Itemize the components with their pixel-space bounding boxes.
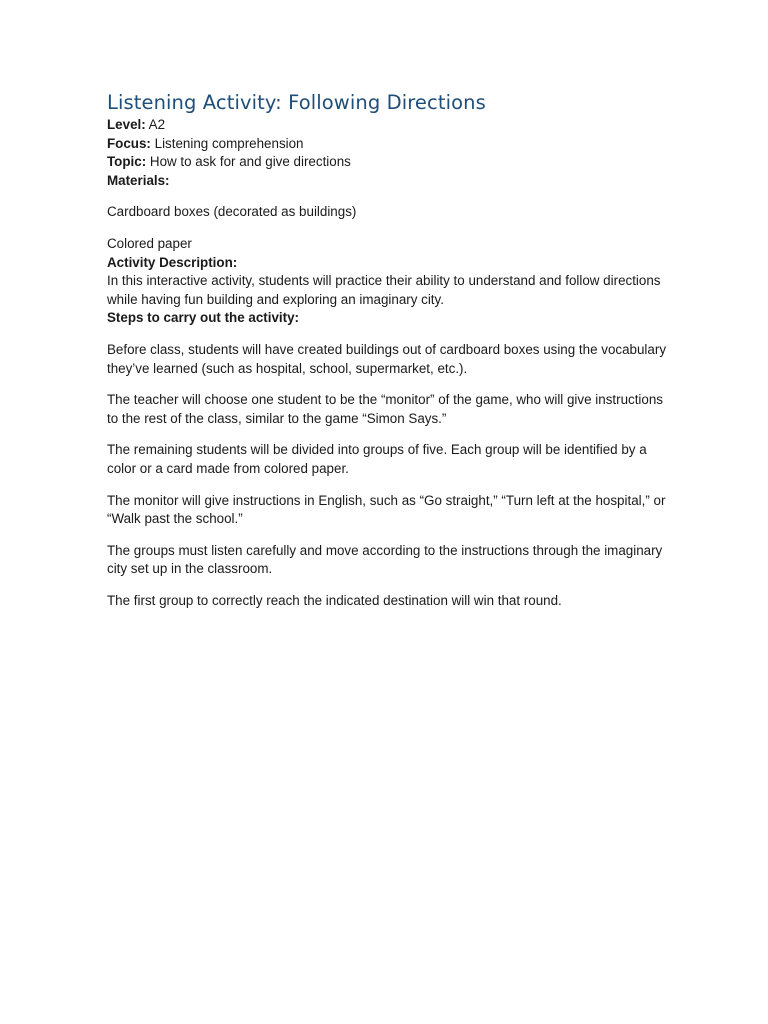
materials-line — [107, 172, 667, 191]
document-page — [107, 90, 667, 610]
description-heading: Activity Description: — [107, 254, 238, 270]
document-title: Listening Activity: Following Directions — [107, 91, 486, 114]
step-paragraph: The groups must listen carefully and move according to the instructions through the imaginary city set up in the classroom. — [107, 542, 663, 577]
materials-item: Cardboard boxes (decorated as buildings) — [107, 204, 357, 220]
focus-label: Focus: — [107, 135, 151, 151]
materials-item: Colored paper — [107, 235, 192, 251]
step-paragraph: The teacher will choose one student to be the “monitor” of the game, who will give instructions to the rest of the class, similar to the game “Simon Says.” — [107, 392, 663, 426]
level-value: A2 — [145, 117, 166, 132]
step-paragraph: The remaining students will be divided into groups of five. Each group will be identified by a color or a card made from colored paper. — [107, 442, 647, 476]
focus-line — [107, 135, 667, 154]
topic-label: Topic: — [107, 154, 147, 170]
level-line — [107, 116, 667, 135]
step-paragraph: The first group to correctly reach the indicated destination will win that round. — [107, 592, 562, 608]
topic-line — [107, 153, 667, 172]
step-paragraph: The monitor will give instructions in English, such as “Go straight,” “Turn left at the hospital,” or “Walk past the school.” — [107, 492, 666, 527]
steps-heading: Steps to carry out the activity: — [107, 310, 299, 326]
step-paragraph: Before class, students will have created buildings out of cardboard boxes using the vocabulary they’ve learned (such as hospital, school, supermarket, etc.). — [107, 341, 667, 376]
materials-label: Materials: — [107, 172, 170, 188]
level-label: Level: — [107, 117, 146, 132]
focus-value: Listening comprehension — [150, 135, 304, 151]
description-text: In this interactive activity, students will practice their ability to understand and follow directions while having fun building and exploring an imaginary city. — [107, 273, 661, 307]
topic-value: How to ask for and give directions — [146, 154, 351, 170]
